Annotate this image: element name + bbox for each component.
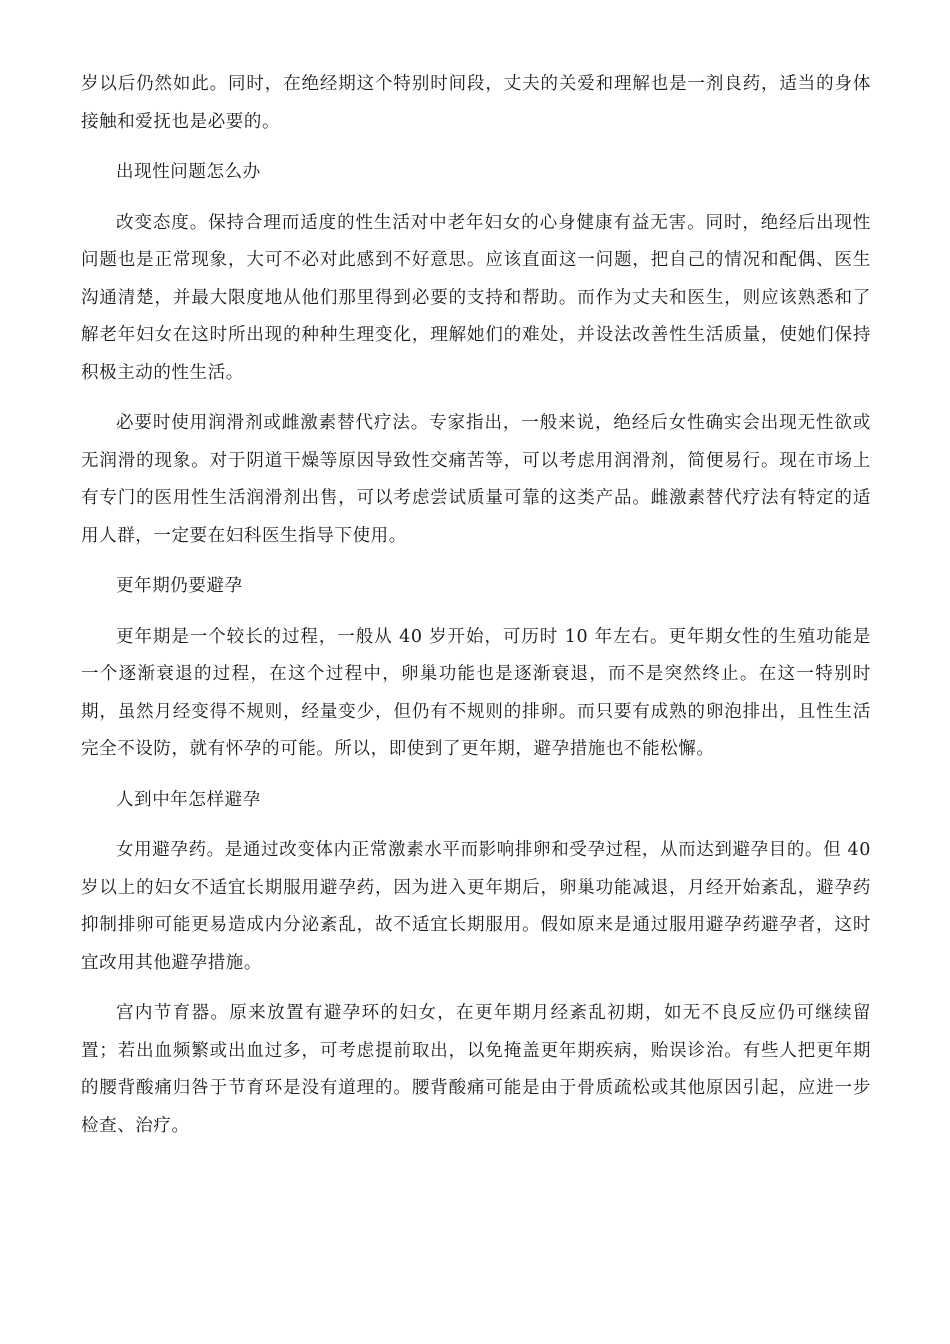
section-heading-contraception-menopause: 更年期仍要避孕 (116, 576, 243, 596)
paragraph-oral-contraceptives: 女用避孕药。是通过改变体内正常激素水平而影响排卵和受孕过程，从而达到避孕目的。但 40 岁以上的妇女不适宜长期服用避孕药，因为进入更年期后，卵巢功能减退，月经开始紊乱，避孕药抑制排卵可能更易造成内分泌紊乱，故不适宜长期服用。假如原来是通过服用避孕药避孕者，这时宜改用其他避孕措施。 (81, 840, 871, 973)
paragraph-lubricant-therapy: 必要时使用润滑剂或雌激素替代疗法。专家指出，一般来说，绝经后女性确实会出现无性欲或无润滑的现象。对于阴道干燥等原因导致性交痛苦等，可以考虑用润滑剂，简便易行。现在市场上有专门的医用性生活润滑剂出售，可以考虑尝试质量可靠的这类产品。雌激素替代疗法有特定的适用人群，一定要在妇科医生指导下使用。 (81, 413, 871, 546)
article-body (81, 66, 871, 1158)
paragraph-menopause-process: 更年期是一个较长的过程，一般从 40 岁开始，可历时 10 年左右。更年期女性的生殖功能是一个逐渐衰退的过程，在这个过程中，卵巢功能也是逐渐衰退，而不是突然终止。在这一特别时期，虽然月经变得不规则，经量变少，但仍有不规则的排卵。而只要有成熟的卵泡排出，且性生活完全不设防，就有怀孕的可能。所以，即使到了更年期，避孕措施也不能松懈。 (81, 626, 871, 759)
paragraph-continued: 岁以后仍然如此。同时，在绝经期这个特别时间段，丈夫的关爱和理解也是一剂良药，适当的身体接触和爱抚也是必要的。 (81, 74, 871, 132)
paragraph-iud: 宫内节育器。原来放置有避孕环的妇女，在更年期月经紊乱初期，如无不良反应仍可继续留置；若出血频繁或出血过多，可考虑提前取出，以免掩盖更年期疾病，贻误诊治。有些人把更年期的腰背酸痛归咎于节育环是没有道理的。腰背酸痛可能是由于骨质疏松或其他原因引起，应进一步检查、治疗。 (81, 1003, 871, 1136)
paragraph-change-attitude: 改变态度。保持合理而适度的性生活对中老年妇女的心身健康有益无害。同时，绝经后出现性问题也是正常现象，大可不必对此感到不好意思。应该直面这一问题，把自己的情况和配偶、医生沟通清楚，并最大限度地从他们那里得到必要的支持和帮助。而作为丈夫和医生，则应该熟悉和了解老年妇女在这时所出现的种种生理变化，理解她们的难处，并设法改善性生活质量，使她们保持积极主动的性生活。 (81, 212, 871, 383)
section-heading-midlife-contraception: 人到中年怎样避孕 (116, 789, 261, 810)
section-heading-sexual-problems: 出现性问题怎么办 (116, 162, 261, 182)
